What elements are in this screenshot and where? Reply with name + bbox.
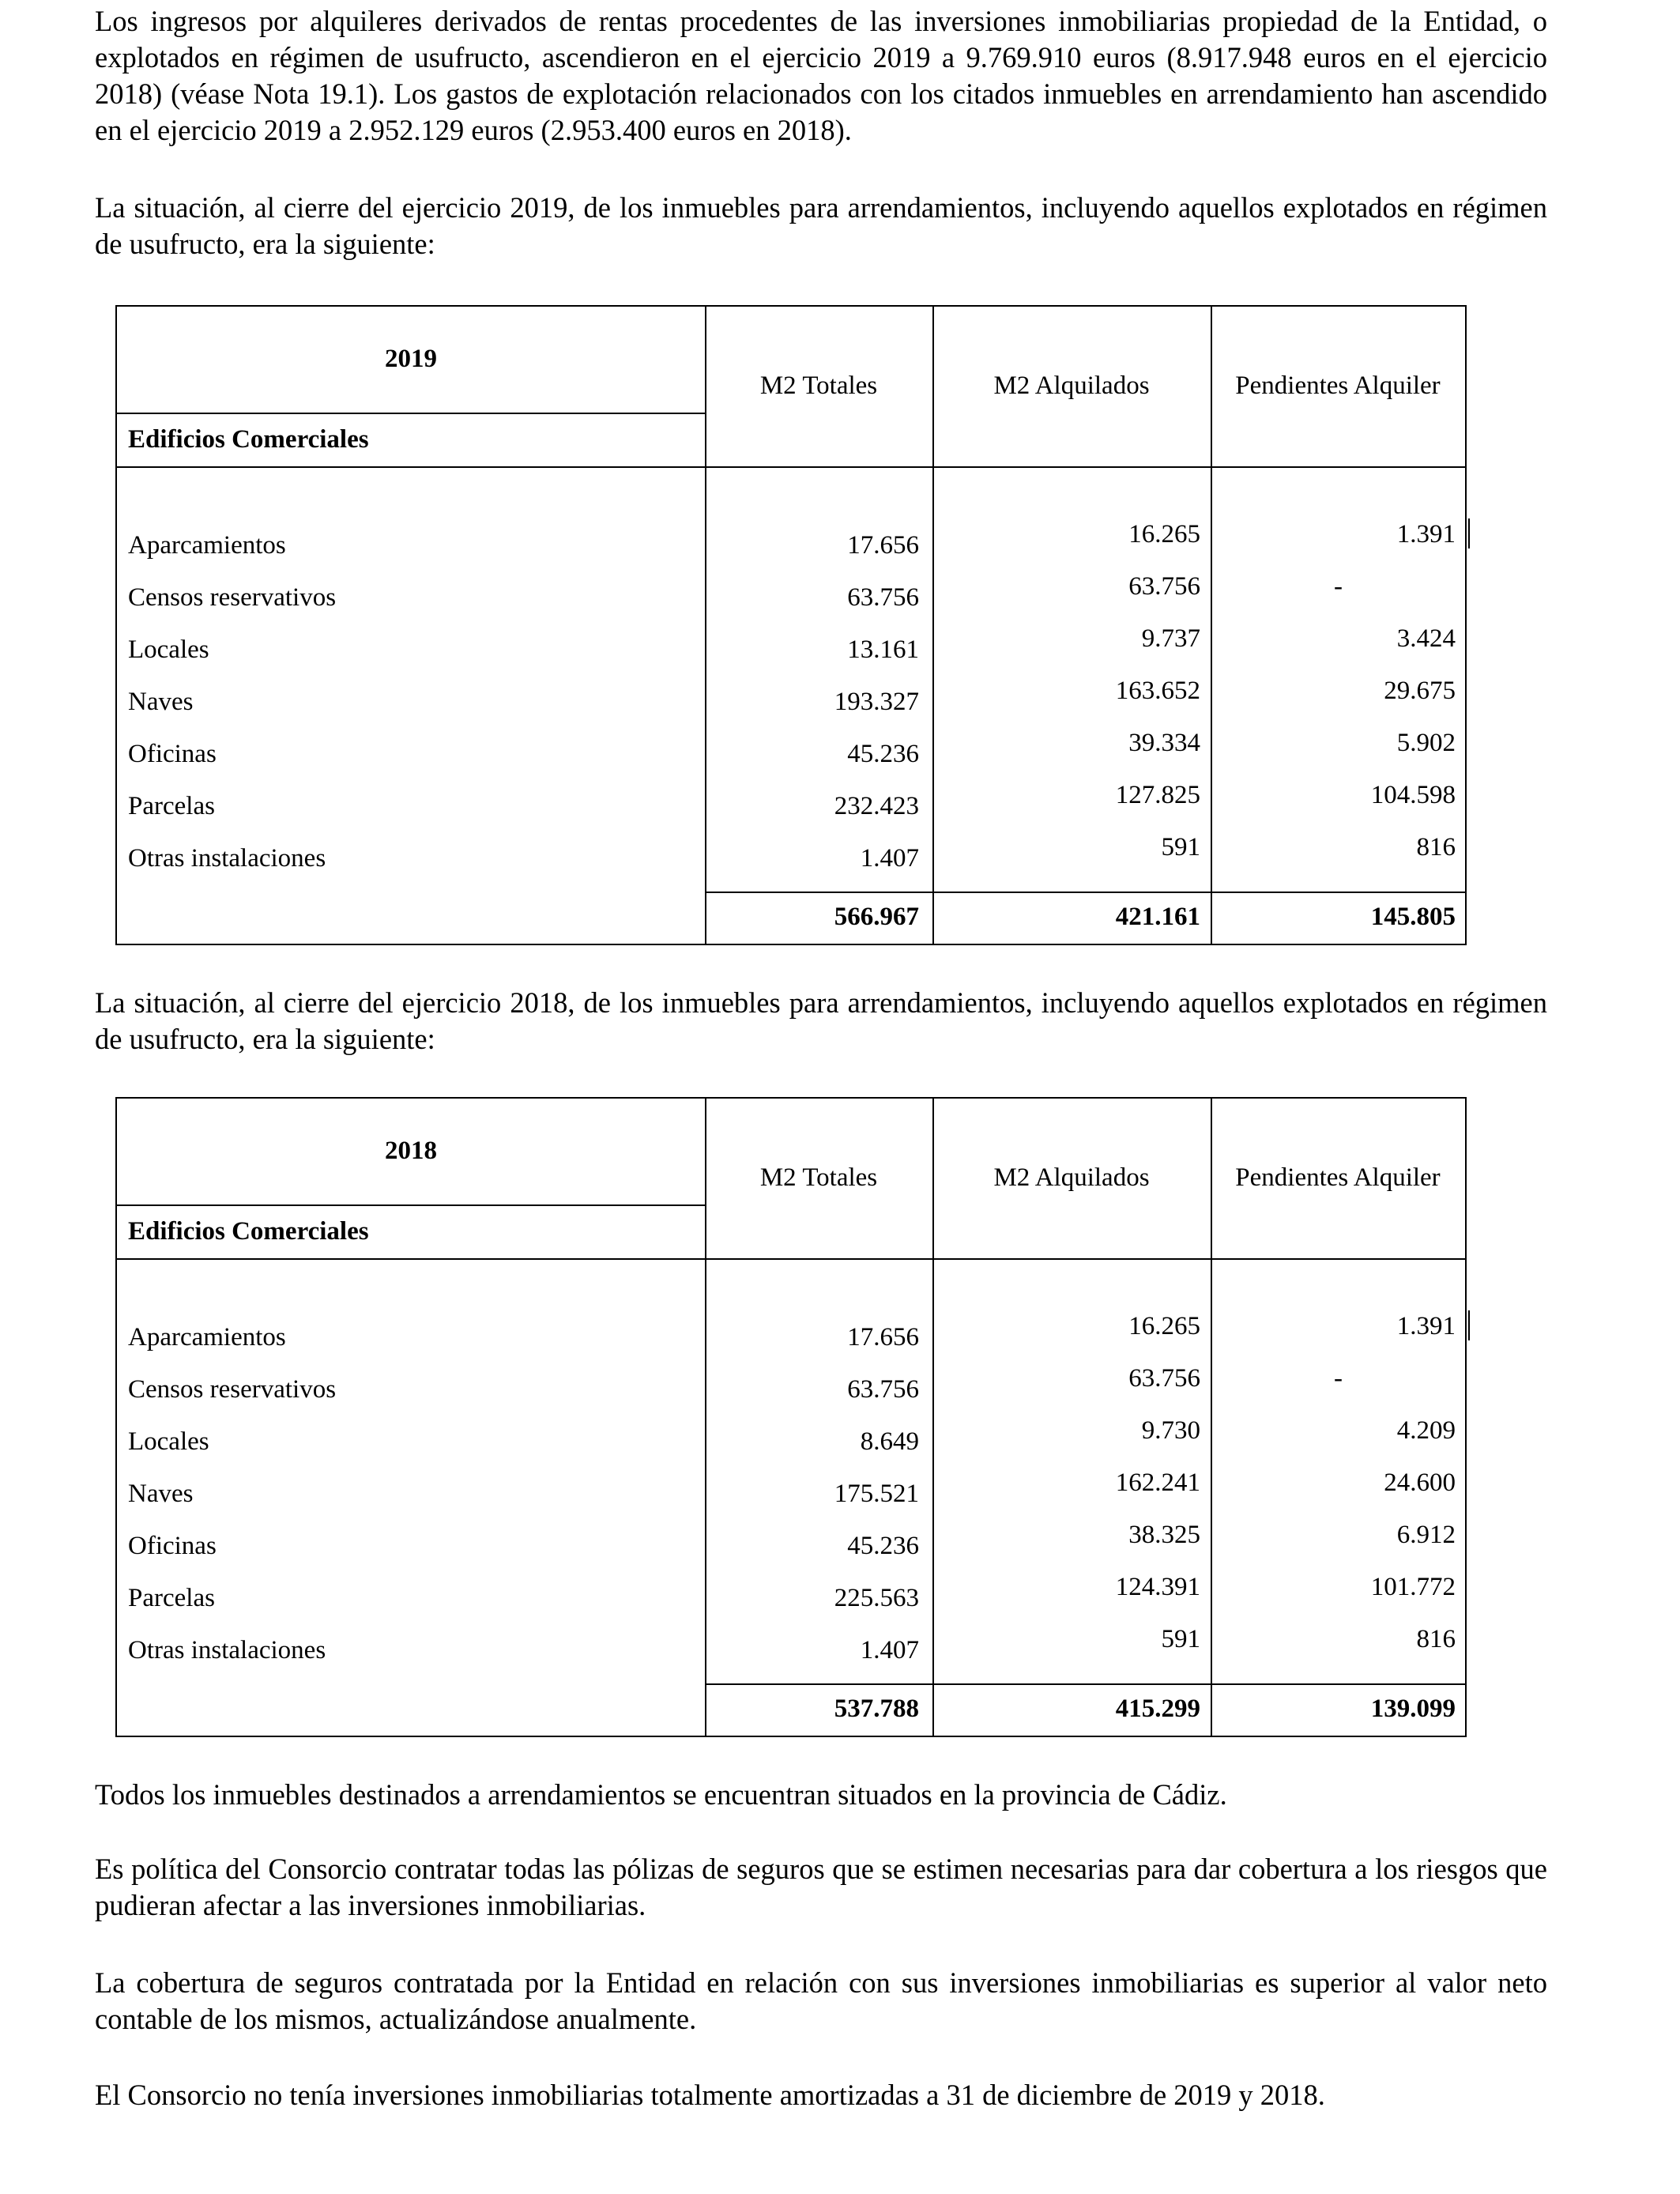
paragraph-intro-2019: La situación, al cierre del ejercicio 2019, de los inmuebles para arrendamientos, incluyendo aquellos explotados en régimen de usufructo, era la siguiente:	[95, 191, 1547, 260]
row-label: Naves	[128, 688, 194, 716]
cell-pendientes-alquiler: -	[1334, 1364, 1343, 1393]
table-year-header: 2019	[385, 345, 437, 373]
cell-pendientes-alquiler: 4.209	[1396, 1416, 1456, 1445]
cell-m2-alquilados: 124.391	[1115, 1573, 1200, 1601]
column-header: M2 Totales	[759, 1163, 878, 1192]
row-label: Parcelas	[128, 792, 215, 820]
cell-m2-totales: 175.521	[834, 1480, 919, 1508]
total-rule	[705, 1683, 1465, 1685]
row-label: Locales	[128, 1427, 209, 1456]
cell-pendientes-alquiler: 3.424	[1396, 624, 1456, 653]
paragraph-intro-2018: La situación, al cierre del ejercicio 2018, de los inmuebles para arrendamientos, incluyendo aquellos explotados en régimen de usufructo, era la siguiente:	[95, 986, 1547, 1055]
cell-pendientes-alquiler: 1.391	[1396, 520, 1456, 548]
cell-m2-alquilados: 38.325	[1128, 1521, 1200, 1549]
row-label: Oficinas	[128, 1532, 217, 1560]
cell-m2-alquilados: 163.652	[1115, 677, 1200, 705]
cell-m2-alquilados: 63.756	[1128, 1364, 1200, 1393]
total-pendientes-alquiler: 139.099	[1370, 1695, 1456, 1723]
cell-m2-totales: 1.407	[860, 844, 919, 873]
header-divider	[117, 1204, 705, 1206]
edge-tick	[1468, 1310, 1470, 1340]
row-label: Oficinas	[128, 740, 217, 768]
cell-m2-totales: 193.327	[834, 688, 919, 716]
column-header: M2 Totales	[759, 371, 878, 400]
header-bottom-rule	[117, 1258, 1465, 1260]
cell-m2-alquilados: 39.334	[1128, 729, 1200, 757]
cell-m2-totales: 63.756	[847, 1375, 919, 1404]
row-label: Naves	[128, 1480, 194, 1508]
row-label: Censos reservativos	[128, 583, 337, 612]
paragraph-insurance-coverage: La cobertura de seguros contratada por la Entidad en relación con sus inversiones inmobiliarias es superior al valor neto contable de los mismos, actualizándose anualmente.	[95, 1966, 1547, 2035]
cell-m2-totales: 45.236	[847, 740, 919, 768]
paragraph-amortization: El Consorcio no tenía inversiones inmobiliarias totalmente amortizadas a 31 de diciembre de 2019 y 2018.	[95, 2079, 1325, 2111]
row-label: Censos reservativos	[128, 1375, 337, 1404]
row-label: Locales	[128, 635, 209, 664]
paragraph-rental-income: Los ingresos por alquileres derivados de rentas procedentes de las inversiones inmobiliarias propiedad de la Entidad, o explotados en régimen de usufructo, ascendieron en el ejercicio 2019 a 9.769.910 euros (8.917.948 euros en el ejercicio 2018) (véase Nota 19.1). Los gastos de explotación relacionados con los citados inmuebles en arrendamiento han ascendido en el ejercicio 2019 a 2.952.129 euros (2.953.400 euros en 2018).	[95, 5, 1547, 146]
cell-m2-totales: 1.407	[860, 1636, 919, 1664]
paragraph-location: Todos los inmuebles destinados a arrendamientos se encuentran situados en la provincia de Cádiz.	[95, 1778, 1227, 1811]
cell-m2-totales: 17.656	[847, 1323, 919, 1351]
column-header: Pendientes Alquiler	[1235, 1163, 1441, 1192]
cell-pendientes-alquiler: 1.391	[1396, 1312, 1456, 1340]
cell-m2-totales: 8.649	[860, 1427, 919, 1456]
cell-m2-totales: 17.656	[847, 531, 919, 560]
total-m2-alquilados: 421.161	[1115, 903, 1200, 931]
cell-m2-alquilados: 162.241	[1115, 1468, 1200, 1497]
cell-pendientes-alquiler: 101.772	[1370, 1573, 1456, 1601]
cell-m2-alquilados: 16.265	[1128, 1312, 1200, 1340]
cell-m2-alquilados: 63.756	[1128, 572, 1200, 601]
cell-pendientes-alquiler: 29.675	[1384, 677, 1456, 705]
cell-pendientes-alquiler: 816	[1416, 1625, 1456, 1653]
header-divider	[117, 413, 705, 414]
cell-pendientes-alquiler: 5.902	[1396, 729, 1456, 757]
row-label: Aparcamientos	[128, 531, 286, 560]
cell-m2-totales: 13.161	[847, 635, 919, 664]
cell-m2-alquilados: 127.825	[1115, 781, 1200, 809]
section-header: Edificios Comerciales	[128, 1217, 369, 1246]
cell-m2-alquilados: 591	[1161, 1625, 1200, 1653]
cell-m2-totales: 232.423	[834, 792, 919, 820]
column-header: Pendientes Alquiler	[1235, 371, 1441, 400]
header-bottom-rule	[117, 466, 1465, 468]
cell-pendientes-alquiler: 6.912	[1396, 1521, 1456, 1549]
cell-pendientes-alquiler: -	[1334, 572, 1343, 601]
total-rule	[705, 892, 1465, 893]
cell-m2-alquilados: 16.265	[1128, 520, 1200, 548]
cell-pendientes-alquiler: 104.598	[1370, 781, 1456, 809]
total-pendientes-alquiler: 145.805	[1370, 903, 1456, 931]
paragraph-insurance-policy: Es política del Consorcio contratar todas las pólizas de seguros que se estimen necesarias para dar cobertura a los riesgos que pudieran afectar a las inversiones inmobiliarias.	[95, 1853, 1547, 1921]
row-label: Parcelas	[128, 1584, 215, 1612]
cell-m2-totales: 225.563	[834, 1584, 919, 1612]
table-2019	[115, 305, 1467, 945]
cell-m2-totales: 63.756	[847, 583, 919, 612]
cell-pendientes-alquiler: 816	[1416, 833, 1456, 861]
total-m2-totales: 537.788	[834, 1695, 919, 1723]
row-label: Otras instalaciones	[128, 844, 326, 873]
cell-m2-alquilados: 591	[1161, 833, 1200, 861]
column-header: M2 Alquilados	[993, 1163, 1150, 1192]
section-header: Edificios Comerciales	[128, 425, 369, 454]
table-2018	[115, 1097, 1467, 1737]
cell-pendientes-alquiler: 24.600	[1384, 1468, 1456, 1497]
cell-m2-totales: 45.236	[847, 1532, 919, 1560]
total-m2-alquilados: 415.299	[1115, 1695, 1200, 1723]
column-header: M2 Alquilados	[993, 371, 1150, 400]
row-label: Otras instalaciones	[128, 1636, 326, 1664]
cell-m2-alquilados: 9.730	[1141, 1416, 1200, 1445]
row-label: Aparcamientos	[128, 1323, 286, 1351]
total-m2-totales: 566.967	[834, 903, 919, 931]
edge-tick	[1468, 518, 1470, 548]
table-year-header: 2018	[385, 1137, 437, 1165]
cell-m2-alquilados: 9.737	[1141, 624, 1200, 653]
